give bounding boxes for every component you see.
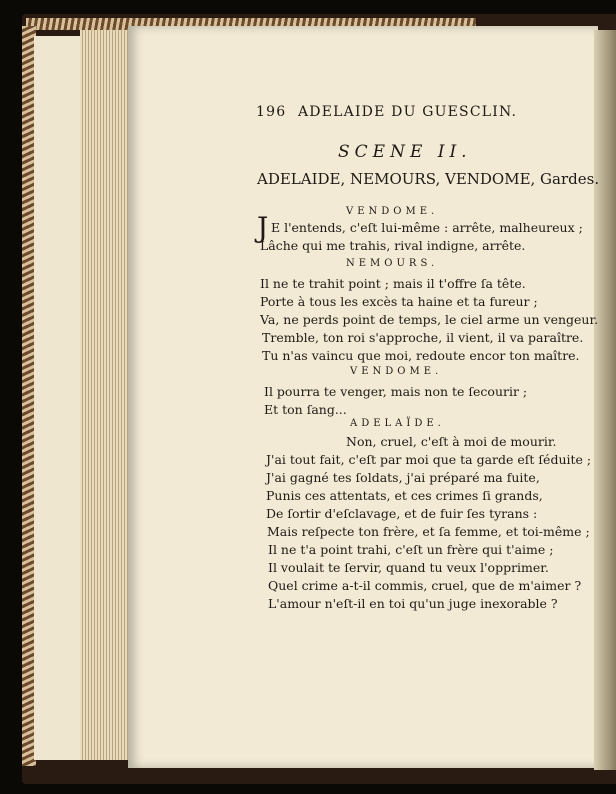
verse-line: E l'entends, c'eſt lui-même : arrête, malheureux ; — [271, 220, 583, 235]
verse-line: Quel crime a-t-il commis, cruel, que de m'aimer ? — [268, 578, 582, 593]
scene-title: SCENE II. — [338, 142, 472, 162]
verse-line: Punis ces attentats, et ces crimes ſi grands, — [266, 488, 543, 503]
verse-line: Mais reſpecte ton frère, et ſa femme, et toi-même ; — [267, 524, 590, 539]
drop-cap: J — [257, 211, 269, 244]
endpaper — [34, 36, 84, 760]
running-head — [256, 104, 516, 120]
verse-line: Non, cruel, c'eſt à moi de mourir. — [346, 434, 557, 449]
speaker-vendome: VENDOME. — [346, 206, 439, 217]
page-stack-edges — [80, 30, 132, 760]
verse-line: Il ne te trahit point ; mais il t'offre ſa tête. — [260, 276, 526, 291]
verse-line: Tremble, ton roi s'approche, il vient, il va paraître. — [262, 330, 584, 345]
verse-line: Il pourra te venger, mais non te ſecourir ; — [264, 384, 528, 399]
verse-line: Et ton ſang... — [264, 402, 347, 417]
page-number: 196 — [256, 104, 287, 120]
verse-line: Il ne t'a point trahi, c'eſt un frère qui t'aime ; — [268, 542, 554, 557]
verse-line: Il voulait te ſervir, quand tu veux l'opprimer. — [268, 560, 549, 575]
speaker-nemours: NEMOURS. — [346, 258, 439, 269]
verse-line: J'ai gagné tes ſoldats, j'ai préparé ma fuite, — [266, 470, 540, 485]
verse-line: De ſortir d'eſclavage, et de fuir ſes tyrans : — [266, 506, 538, 521]
verse-line: Porte à tous les excès ta haine et ta fureur ; — [260, 294, 538, 309]
verse-line: L'amour n'eſt-il en toi qu'un juge inexorable ? — [268, 596, 558, 611]
speaker-adelaide: ADELAÏDE. — [350, 418, 445, 429]
running-title: ADELAIDE DU GUESCLIN. — [297, 104, 518, 120]
verse-line: Lâche qui me trahis, rival indigne, arrête. — [260, 238, 526, 253]
next-page-edge — [594, 30, 616, 770]
verse-line: J'ai tout fait, c'eſt par moi que ta garde eſt ſéduite ; — [266, 452, 592, 467]
cast-list: ADELAIDE, NEMOURS, VENDOME, Gardes. — [257, 170, 600, 188]
speaker-vendome: VENDOME. — [350, 366, 443, 377]
verse-line: Va, ne perds point de temps, le ciel arme un vengeur. — [260, 312, 599, 327]
verse-line: Tu n'as vaincu que moi, redoute encor ton maître. — [262, 348, 580, 363]
